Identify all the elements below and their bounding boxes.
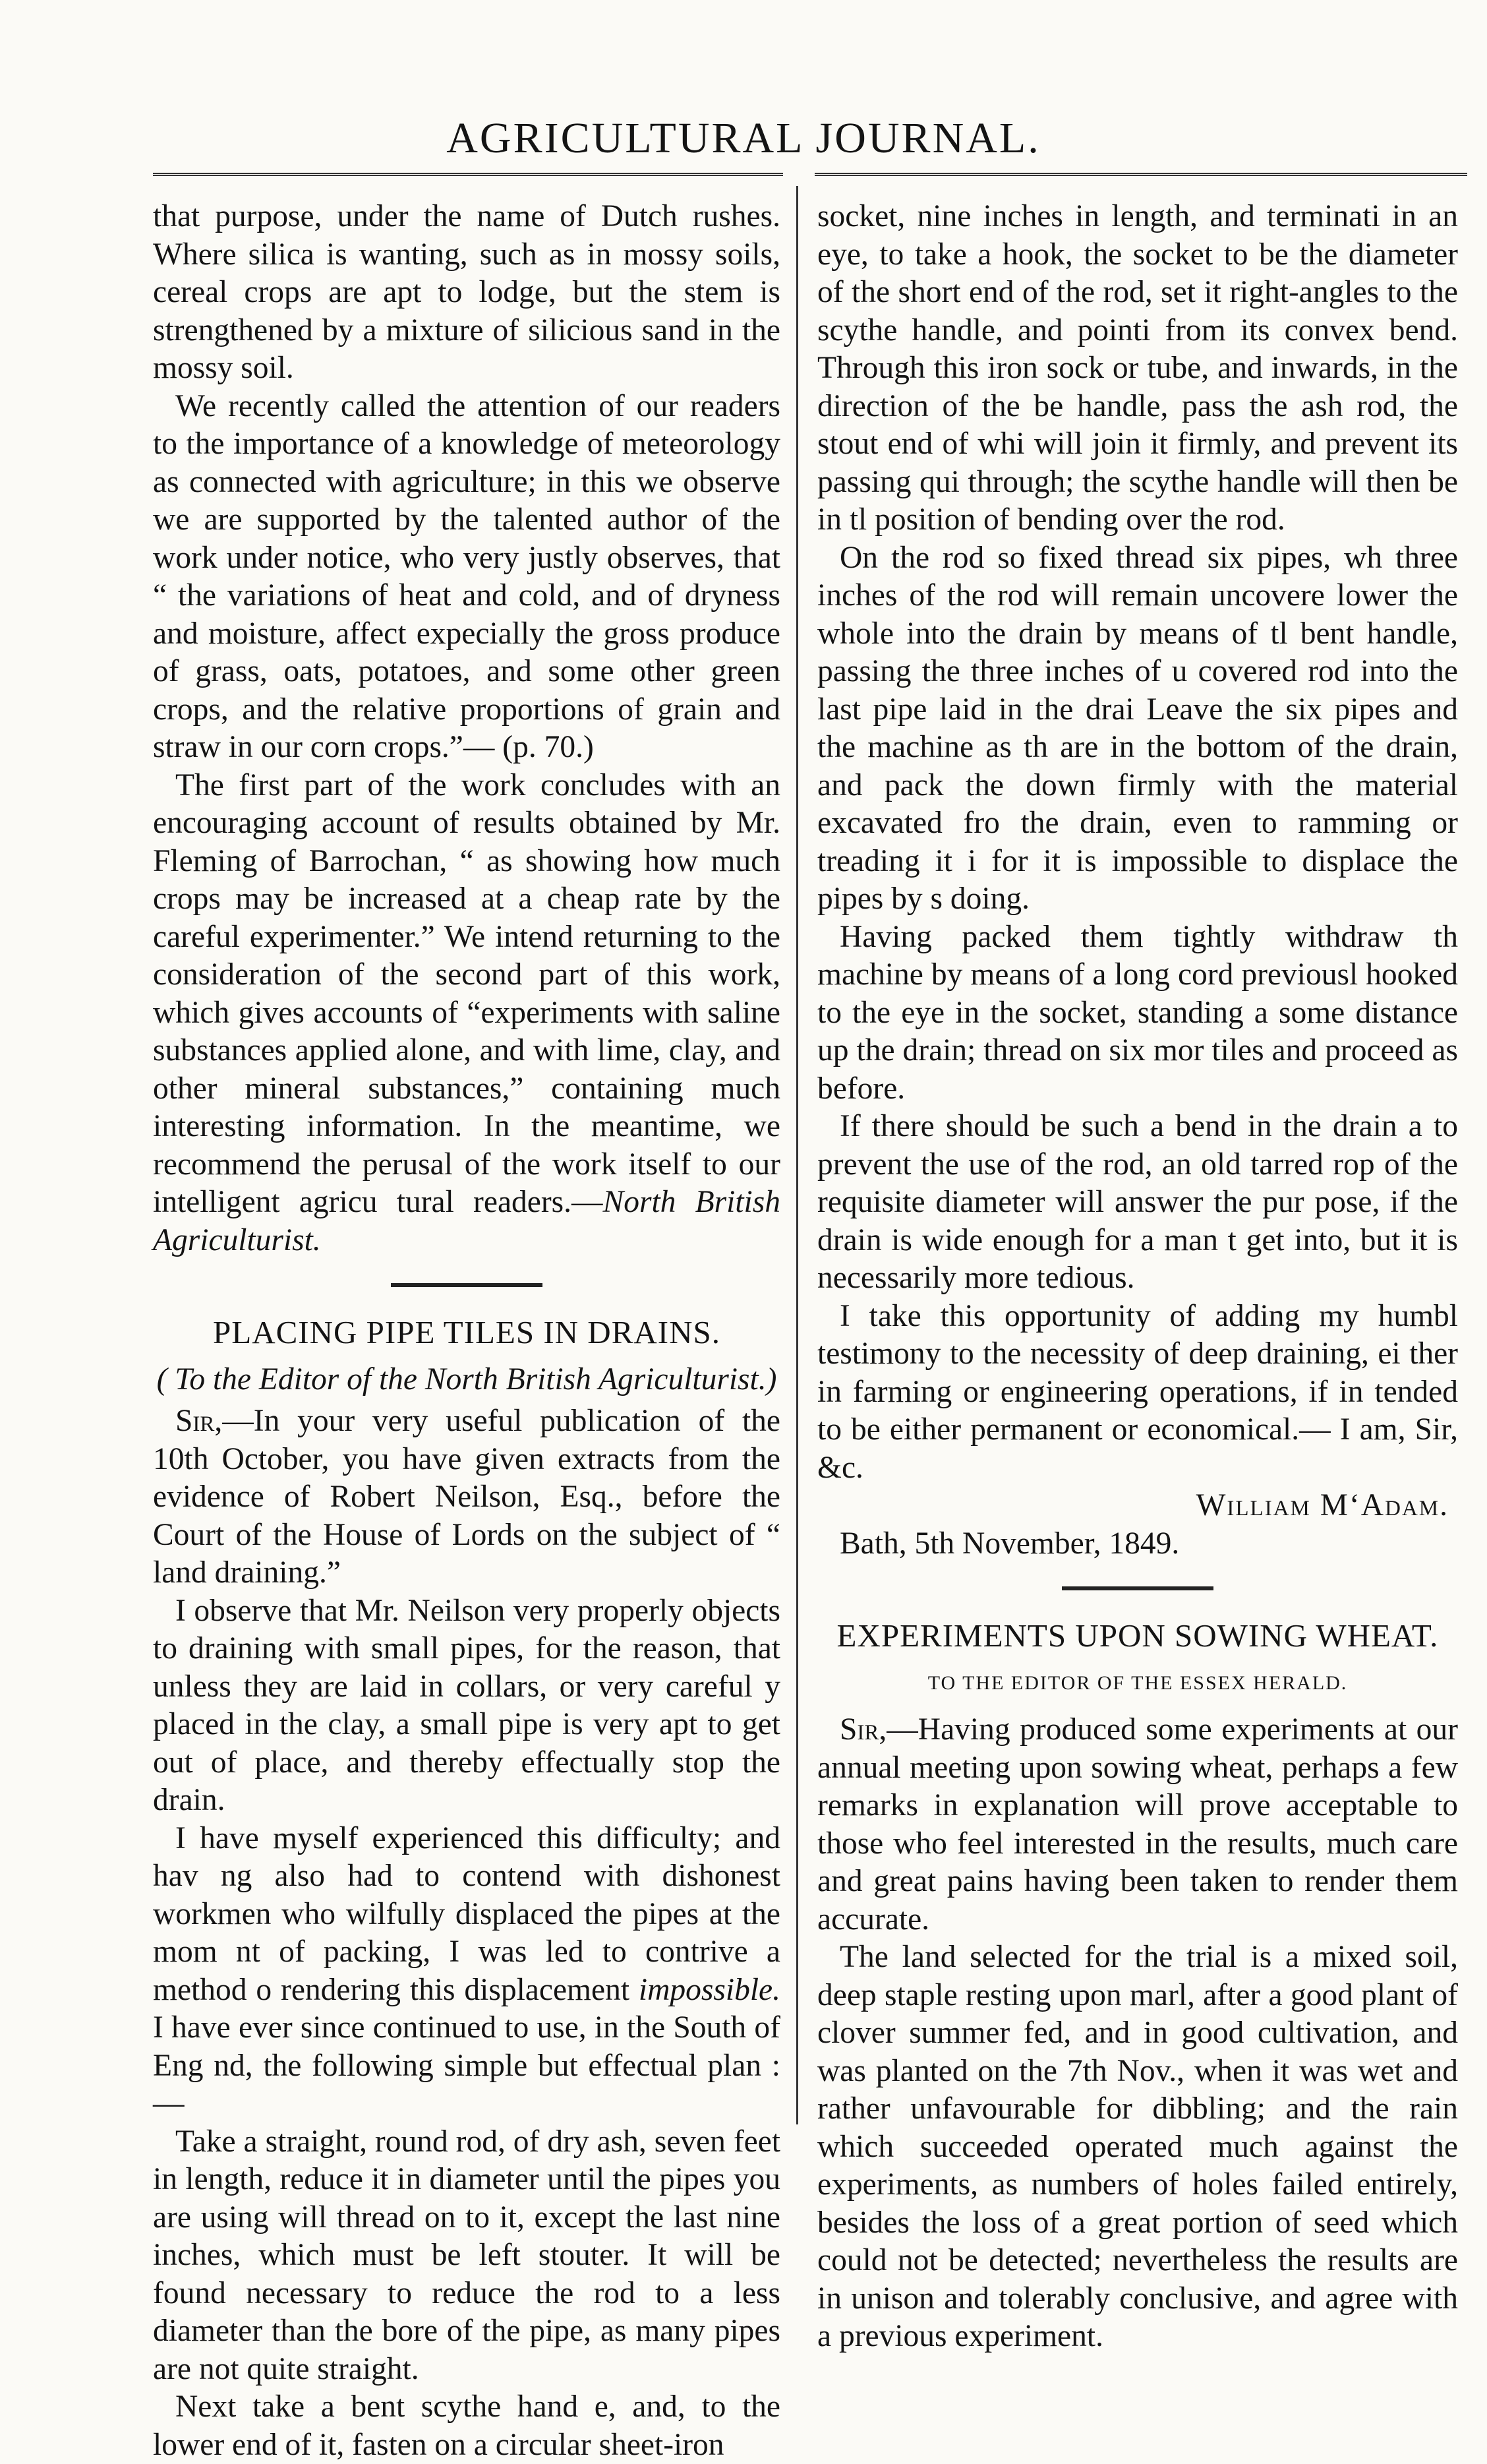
source-attribution: North British Agriculturist. <box>153 1185 780 1257</box>
article-subtitle: ( To the Editor of the North British Agriculturist.) <box>156 1362 777 1397</box>
article-title: PLACING PIPE TILES IN DRAINS. <box>213 1314 720 1350</box>
paragraph: Having packed them tightly withdraw th machine by means of a long cord previousl hooked to the eye in the socket, standing a some distance up the drain; thread on six mor tiles and proceed as before. <box>817 919 1458 1106</box>
signature: William M‘Adam. <box>1196 1488 1449 1522</box>
paragraph-text: I have ever since continued to use, in the South of Eng nd, the following simple but effectual plan :— <box>153 2010 780 2120</box>
left-column <box>153 198 780 2464</box>
paragraph: On the rod so fixed thread six pipes, wh three inches of the rod will remain uncovere lower the whole into the drain by means of tl bent handle, passing the three inches of u covered rod into the last pipe laid in the drai Leave the six pipes and the machine as th are in the bottom of the drain, and pack the down firmly with the material excavated fro the drain, even to ramming or treading it i for it is impossible to displace the pipes by s doing. <box>817 540 1458 916</box>
paragraph: The land selected for the trial is a mixed soil, deep staple resting upon marl, after a good plant of clover summer fed, and in good cultivation, and was planted on the 7th Nov., when it was wet and rather unfavourable for dibbling; and the rain which succeeded operated much against the experiments, as numbers of holes failed entirely, besides the loss of a great portion of seed which could not be detected; nevertheless the results are in unison and tolerably conclusive, and agree with a previous experiment. <box>817 1940 1458 2353</box>
paragraph <box>153 1820 780 2123</box>
paragraph: Next take a bent scythe hand e, and, to the lower end of it, fasten on a circular sheet-iron <box>153 2389 780 2462</box>
salutation: Sir, <box>175 1404 223 1438</box>
paragraph: We recently called the attention of our readers to the importance of a knowledge of meteorology as connected with agriculture; in this we observe we are supported by the talented author of the work under notice, who very justly observes, that “ the variations of heat and cold, and of dryness and moisture, affect expecially the gross produce of grass, oats, potatoes, and some other green crops, and the relative proportions of grain and straw in our corn crops.”— (p. 70.) <box>153 388 780 764</box>
emphasis: impossible. <box>638 1972 780 2007</box>
paragraph-text: —Having produced some experiments at our annual meeting upon sowing wheat, perhaps a few remarks in explanation will prove acceptable to those who feel interested in the results, much care and great pains having been taken to render them accurate. <box>817 1712 1458 1937</box>
paragraph-text: —In your very useful publication of the 10th October, you have given extracts from the evidence of Robert Neilson, Esq., before the Court of the House of Lords on the subject of “ land draining.” <box>153 1404 780 1590</box>
paragraph: I observe that Mr. Neilson very properly objects to draining with small pipes, for the reason, that unless they are laid in collars, or very careful y placed in the clay, a small pipe is very apt to get out of place, and thereby effectually stop the drain. <box>153 1593 780 1817</box>
right-column <box>817 198 1458 2356</box>
header-rule-right <box>815 173 1467 176</box>
paragraph <box>153 767 780 1260</box>
salutation: Sir, <box>840 1712 887 1747</box>
running-head: AGRICULTURAL JOURNAL. <box>446 114 1041 162</box>
column-divider <box>796 186 798 2124</box>
paragraph: I take this opportunity of adding my humbl testimony to the necessity of deep draining, ei ther in farming or engineering operations, if in tended to be either permanent or economical.— I am, Sir, &c. <box>817 1298 1458 1485</box>
article-subtitle: TO THE EDITOR OF THE ESSEX HERALD. <box>927 1671 1348 1694</box>
dateline: Bath, 5th November, 1849. <box>840 1526 1180 1561</box>
paragraph: Take a straight, round rod, of dry ash, seven feet in length, reduce it in diameter until the pipes you are using will thread on to it, except the last nine inches, which must be left stouter. It will be found necessary to reduce the rod to a less diameter than the bore of the pipe, as many pipes are not quite straight. <box>153 2124 780 2386</box>
paragraph-text: I have myself experienced this difficulty; and hav ng also had to contend with dishonest workmen who wilfully displaced the pipes at the mom nt of packing, I was led to contrive a method o rendering this displacement <box>153 1820 780 2007</box>
paragraph: socket, nine inches in length, and terminati in an eye, to take a hook, the socket to be the diameter of the short end of the rod, set it right-angles to the scythe handle, and pointi from its convex bend. Through this iron sock or tube, and inwards, in the direction of the be handle, pass the ash rod, the stout end of whi will join it firmly, and prevent its passing qui through; the scythe handle will then be in tl position of bending over the rod. <box>817 199 1458 537</box>
section-separator <box>1062 1586 1213 1590</box>
paragraph <box>153 1402 780 1592</box>
paragraph: If there should be such a bend in the drain a to prevent the use of the rod, an old tarred rop of the requisite diameter will answer the pur pose, if the drain is wide enough for a man t get into, but it is necessarily more tedious. <box>817 1109 1458 1295</box>
paragraph <box>817 1711 1458 1938</box>
paragraph-text: The first part of the work concludes with an encouraging account of results obtained by Mr. Fleming of Barrochan, “ as showing how much crops may be increased at a cheap rate by the careful experimenter.” We intend returning to the consideration of the second part of this work, which gives accounts of “experiments with saline substances applied alone, and with lime, clay, and other mineral substances,” containing much interesting information. In the meantime, we recommend the perusal of the work itself to our intelligent agricu tural readers.— <box>153 767 780 1219</box>
article-title: EXPERIMENTS UPON SOWING WHEAT. <box>836 1617 1439 1654</box>
paragraph: that purpose, under the name of Dutch rushes. Where silica is wanting, such as in mossy soils, cereal crops are apt to lodge, but the stem is strengthened by a mixture of silicious sand in the mossy soil. <box>153 199 780 385</box>
section-separator <box>391 1283 542 1287</box>
header-rule-left <box>153 173 783 176</box>
